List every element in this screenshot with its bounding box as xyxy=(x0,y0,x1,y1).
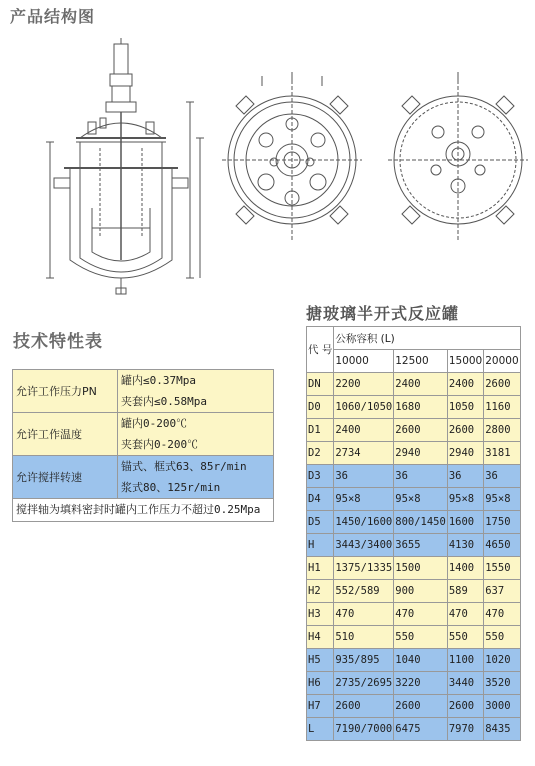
value-cell: 4650 xyxy=(484,534,520,557)
value-cell: 36 xyxy=(334,465,394,488)
value-cell: 2600 xyxy=(334,695,394,718)
tech-label: 允许工作压力PN xyxy=(13,370,118,413)
table-row xyxy=(307,396,521,419)
value-cell: 470 xyxy=(447,603,483,626)
value-cell: 3220 xyxy=(394,672,448,695)
value-cell: 550 xyxy=(484,626,520,649)
value-cell: 1040 xyxy=(394,649,448,672)
value-cell: 4130 xyxy=(447,534,483,557)
code-header: 代 号 xyxy=(307,327,334,373)
table-row xyxy=(307,672,521,695)
table-header-row xyxy=(307,327,521,350)
value-cell: 550 xyxy=(447,626,483,649)
value-cell: 1060/1050 xyxy=(334,396,394,419)
volume-column-header: 12500 xyxy=(394,350,448,373)
reactor-dimension-table xyxy=(306,326,521,741)
tech-value-line: 罐内≤0.37Mpa xyxy=(121,374,196,387)
code-cell: D1 xyxy=(307,419,334,442)
tech-note: 搅拌轴为填料密封时罐内工作压力不超过0.25Mpa xyxy=(13,499,274,522)
value-cell: 2940 xyxy=(394,442,448,465)
value-cell: 1375/1335 xyxy=(334,557,394,580)
code-cell: D0 xyxy=(307,396,334,419)
table-row xyxy=(307,419,521,442)
value-cell: 2600 xyxy=(394,695,448,718)
table-row xyxy=(307,373,521,396)
code-cell: L xyxy=(307,718,334,741)
tech-value-line: 浆式80、125r/min xyxy=(121,481,221,494)
code-cell: D5 xyxy=(307,511,334,534)
value-cell: 1160 xyxy=(484,396,520,419)
value-cell: 2400 xyxy=(334,419,394,442)
code-cell: H2 xyxy=(307,580,334,603)
volume-header: 公称容积 (L) xyxy=(334,327,520,350)
section-title-tech: 技术特性表 xyxy=(13,332,103,352)
code-cell: H5 xyxy=(307,649,334,672)
value-cell: 3655 xyxy=(394,534,448,557)
table-row xyxy=(13,456,274,499)
code-cell: D3 xyxy=(307,465,334,488)
value-cell: 900 xyxy=(394,580,448,603)
value-cell: 2400 xyxy=(394,373,448,396)
tech-value-line: 夹套内0-200℃ xyxy=(121,438,199,451)
code-cell: H7 xyxy=(307,695,334,718)
value-cell: 95×8 xyxy=(394,488,448,511)
value-cell: 1500 xyxy=(394,557,448,580)
value-cell: 589 xyxy=(447,580,483,603)
value-cell: 36 xyxy=(394,465,448,488)
value-cell: 1750 xyxy=(484,511,520,534)
value-cell: 2200 xyxy=(334,373,394,396)
value-cell: 7190/7000 xyxy=(334,718,394,741)
value-cell: 1600 xyxy=(447,511,483,534)
code-cell: DN xyxy=(307,373,334,396)
section-title-reactor: 搪玻璃半开式反应罐 xyxy=(306,304,460,323)
code-cell: H xyxy=(307,534,334,557)
tech-value-line: 夹套内≤0.58Mpa xyxy=(121,395,207,408)
value-cell: 510 xyxy=(334,626,394,649)
value-cell: 2734 xyxy=(334,442,394,465)
section-title-structure: 产品结构图 xyxy=(10,7,96,26)
table-row xyxy=(307,488,521,511)
value-cell: 470 xyxy=(394,603,448,626)
value-cell: 3520 xyxy=(484,672,520,695)
value-cell: 1050 xyxy=(447,396,483,419)
value-cell: 800/1450 xyxy=(394,511,448,534)
value-cell: 1450/1600 xyxy=(334,511,394,534)
value-cell: 2600 xyxy=(484,373,520,396)
value-cell: 95×8 xyxy=(447,488,483,511)
table-row xyxy=(307,442,521,465)
table-row xyxy=(307,511,521,534)
value-cell: 2940 xyxy=(447,442,483,465)
value-cell: 1100 xyxy=(447,649,483,672)
volume-column-header: 15000 xyxy=(447,350,483,373)
tech-value xyxy=(118,370,274,413)
table-row xyxy=(307,534,521,557)
table-row xyxy=(307,465,521,488)
value-cell: 3000 xyxy=(484,695,520,718)
code-cell: H6 xyxy=(307,672,334,695)
value-cell: 6475 xyxy=(394,718,448,741)
value-cell: 2735/2695 xyxy=(334,672,394,695)
value-cell: 552/589 xyxy=(334,580,394,603)
value-cell: 470 xyxy=(334,603,394,626)
code-cell: H1 xyxy=(307,557,334,580)
code-cell: H4 xyxy=(307,626,334,649)
code-cell: H3 xyxy=(307,603,334,626)
value-cell: 1400 xyxy=(447,557,483,580)
table-row xyxy=(307,557,521,580)
value-cell: 3443/3400 xyxy=(334,534,394,557)
value-cell: 3181 xyxy=(484,442,520,465)
tech-label: 允许工作温度 xyxy=(13,413,118,456)
table-row xyxy=(307,718,521,741)
volume-column-header: 10000 xyxy=(334,350,394,373)
value-cell: 95×8 xyxy=(484,488,520,511)
table-row xyxy=(13,499,274,522)
value-cell: 2400 xyxy=(447,373,483,396)
value-cell: 36 xyxy=(447,465,483,488)
reactor-top-view-drawing-2 xyxy=(388,70,528,245)
table-row xyxy=(307,695,521,718)
value-cell: 1680 xyxy=(394,396,448,419)
value-cell: 550 xyxy=(394,626,448,649)
code-cell: D4 xyxy=(307,488,334,511)
value-cell: 7970 xyxy=(447,718,483,741)
tech-value xyxy=(118,456,274,499)
value-cell: 2600 xyxy=(447,695,483,718)
volume-column-header: 20000 xyxy=(484,350,520,373)
value-cell: 36 xyxy=(484,465,520,488)
tech-spec-table xyxy=(12,369,274,522)
table-row xyxy=(13,370,274,413)
value-cell: 8435 xyxy=(484,718,520,741)
table-row xyxy=(307,603,521,626)
value-cell: 935/895 xyxy=(334,649,394,672)
value-cell: 470 xyxy=(484,603,520,626)
value-cell: 2800 xyxy=(484,419,520,442)
table-row xyxy=(13,413,274,456)
code-cell: D2 xyxy=(307,442,334,465)
tech-value-line: 锚式、框式63、85r/min xyxy=(121,460,247,473)
tech-value xyxy=(118,413,274,456)
value-cell: 1020 xyxy=(484,649,520,672)
value-cell: 2600 xyxy=(447,419,483,442)
value-cell: 1550 xyxy=(484,557,520,580)
reactor-side-view-drawing xyxy=(40,38,216,296)
value-cell: 637 xyxy=(484,580,520,603)
table-row xyxy=(307,649,521,672)
value-cell: 3440 xyxy=(447,672,483,695)
tech-value-line: 罐内0-200℃ xyxy=(121,417,188,430)
table-row xyxy=(307,580,521,603)
value-cell: 95×8 xyxy=(334,488,394,511)
table-header-row xyxy=(307,350,521,373)
table-row xyxy=(307,626,521,649)
tech-label: 允许搅拌转速 xyxy=(13,456,118,499)
value-cell: 2600 xyxy=(394,419,448,442)
reactor-top-view-drawing-1 xyxy=(222,70,362,245)
